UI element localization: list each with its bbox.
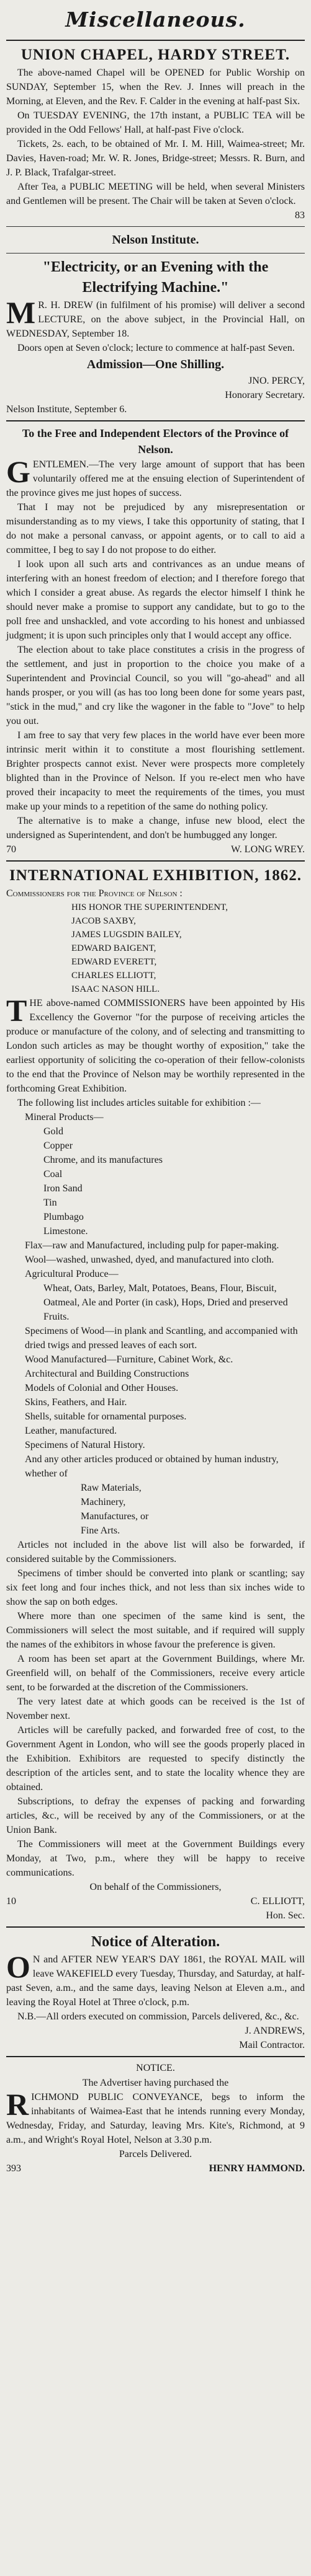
union-chapel-title: UNION CHAPEL, HARDY STREET. bbox=[20, 46, 291, 63]
divider bbox=[6, 860, 305, 862]
richmond-p1: The Advertiser having purchased the bbox=[82, 2078, 229, 2088]
exhibit-item: Skins, Feathers, and Hair. bbox=[25, 1397, 127, 1408]
commissioners-heading: Commissioners for the Province of Nelson : bbox=[6, 888, 183, 899]
exhibit-item: Specimens of Wood—in plank and Scantling, and accompanied with dried twigs and pressed leaves of each sort. bbox=[25, 1326, 298, 1351]
exhibition-ad bbox=[6, 865, 305, 1923]
alteration-sig-name: J. ANDREWS, bbox=[245, 2026, 305, 2036]
exhibition-num: 10 bbox=[6, 1896, 16, 1907]
industry-item: Manufactures, or bbox=[81, 1511, 149, 1522]
richmond-notice bbox=[6, 2061, 305, 2176]
exhibition-p7: The very latest date at which goods can be received is the 1st of November next. bbox=[6, 1696, 305, 1721]
electors-p2: That I may not be prejudiced by any misrepresentation or misunderstanding as to my views, I take this opportunity of stating, that I do not make a personal canvass, or appoint agents, or to call to aid a committee, I beg to say I do not propose to do either. bbox=[6, 502, 305, 555]
divider bbox=[6, 2056, 305, 2057]
sig-title: Honorary Secretary. bbox=[225, 390, 305, 400]
mineral-item: Coal bbox=[43, 1169, 63, 1180]
lecture-headline: "Electricity, or an Evening with the Electrifying Machine." bbox=[42, 259, 269, 296]
exhibition-p3: Articles not included in the above list will also be forwarded, if considered suitable by the Commissioners. bbox=[6, 1540, 305, 1564]
exhibition-p1: HE above-named COMMISSIONERS have been appointed by His Excellency the Governor "for the purpose of receiving articles the produce or manufacture of the colony, and of selecting and transmitting to London such articles as may be thought worthy of exposition," take the earliest opportunity of soliciting the co-operation of their fellow-colonists to the end that the Province of Nelson may be worthily represented in the forthcoming Great Exhibition. bbox=[6, 998, 305, 1094]
union-p3: Tickets, 2s. each, to be obtained of Mr. I. M. Hill, Waimea-street; Mr. Davies, Haven-road; Mr. W. R. Jones, Bridge-street; Messrs. R. Burn, and J. P. Black, Trafalgar-street. bbox=[6, 139, 305, 178]
mineral-item: Plumbago bbox=[43, 1212, 84, 1222]
exhibition-sig-name: C. ELLIOTT, bbox=[250, 1896, 305, 1907]
alteration-p1: N and AFTER NEW YEAR'S DAY 1861, the ROYAL MAIL will leave WAKEFIELD every Tuesday, Thursday, and Saturday, at half-past Seven, a.m., and the same days, leaving Nelson at Eleven a.m., and leaving the Royal Hotel at Three o'clock, p.m. bbox=[6, 1954, 305, 2008]
electors-p6: The alternative is to make a change, infuse new blood, elect the undersigned as Superintendent, and don't be humbugged any longer. bbox=[6, 816, 305, 840]
exhibition-p4: Specimens of timber should be converted into plank or scantling; say six feet long and four inches thick, and not less than six inches wide to show the sap on both edges. bbox=[6, 1568, 305, 1607]
mineral-item: Iron Sand bbox=[43, 1183, 83, 1194]
union-p1: The above-named Chapel will be OPENED for Public Worship on SUNDAY, September 15, when the Rev. J. Innes will preach in the Morning, at Eleven, and the Rev. F. Calder in the evening at half-past Six. bbox=[6, 68, 305, 107]
union-p2: On TUESDAY EVENING, the 17th instant, a PUBLIC TEA will be provided in the Odd Fellows' Hall, at half-past Five o'clock. bbox=[6, 110, 305, 135]
commissioner: CHARLES ELLIOTT, bbox=[71, 971, 156, 981]
lecture-p2: Doors open at Seven o'clock; lecture to commence at half-past Seven. bbox=[17, 343, 295, 353]
institute-date: Nelson Institute, September 6. bbox=[6, 404, 127, 415]
electors-address bbox=[6, 425, 305, 857]
exhibition-p8: Articles will be carefully packed, and forwarded free of cost, to the Government Agent in London, who will see the goods properly placed in the Exhibition. Exhibitors are requested to specify distinctly the description of the articles sent, and to state the locality whence they are obtained. bbox=[6, 1725, 305, 1793]
exhibit-item: Shells, suitable for ornamental purposes. bbox=[25, 1411, 187, 1422]
divider bbox=[6, 40, 305, 41]
industry-item: Raw Materials, bbox=[81, 1483, 142, 1493]
exhibit-item: Specimens of Natural History. bbox=[25, 1440, 145, 1450]
exhibit-item: Wheat, Oats, Barley, Malt, Potatoes, Beans, Flour, Biscuit, Oatmeal, Ale and Porter (in cask), Hops, Dried and preserved Fruits. bbox=[43, 1283, 288, 1322]
nelson-institute-ad bbox=[6, 231, 305, 417]
electors-p3: I look upon all such arts and contrivances as an undue means of interfering with an honest freedom of election; and I therefore forego that which I consider a great abuse. As regards the elector himself I think he should never make a promise to support any candidate, but to go to the poll free and unshackled, and vote according to his honest and unbiassed judgment; it is upon such principles only that I would accept any office. bbox=[6, 559, 305, 641]
drop-cap: M bbox=[6, 295, 36, 330]
alteration-notice bbox=[6, 1931, 305, 2052]
mineral-item: Copper bbox=[43, 1140, 73, 1151]
exhibition-p10: The Commissioners will meet at the Government Buildings every Monday, at Two, p.m., where they will be happy to receive communications. bbox=[6, 1839, 305, 1878]
drop-cap: R bbox=[6, 2087, 29, 2122]
commissioner: EDWARD BAIGENT, bbox=[71, 943, 156, 953]
commissioner: JACOB SAXBY, bbox=[71, 916, 136, 926]
lecture-p1: R. H. DREW (in fulfilment of his promise) will deliver a second LECTURE, on the above subject, in the Provincial Hall, on WEDNESDAY, September 18. bbox=[6, 300, 305, 339]
divider bbox=[6, 1926, 305, 1928]
exhibition-title: INTERNATIONAL EXHIBITION, 1862. bbox=[9, 867, 302, 884]
nelson-institute-title: Nelson Institute. bbox=[112, 233, 199, 247]
electors-title: To the Free and Independent Electors of the Province of Nelson. bbox=[22, 427, 289, 456]
mineral-list bbox=[6, 1124, 305, 1238]
electors-sig: W. LONG WREY. bbox=[231, 844, 305, 855]
richmond-sig: HENRY HAMMOND. bbox=[209, 2163, 305, 2174]
sig-name: JNO. PERCY, bbox=[248, 376, 305, 386]
exhibit-item: Wool—washed, unwashed, dyed, and manufactured into cloth. bbox=[25, 1255, 274, 1265]
drop-cap: T bbox=[6, 993, 27, 1028]
divider bbox=[6, 420, 305, 421]
richmond-p1b: ICHMOND PUBLIC CONVEYANCE, begs to inform the inhabitants of Waimea-East that he intends running every Monday, Wednesday, Friday, and Saturday, leaving Mrs. Kite's, Richmond, at 9 a.m., and Wright's Royal Hotel, Nelson at 3.30 p.m. bbox=[6, 2092, 305, 2145]
mineral-item: Gold bbox=[43, 1126, 63, 1137]
mineral-item: Chrome, and its manufactures bbox=[43, 1155, 163, 1165]
exhibition-p2: The following list includes articles suitable for exhibition :— bbox=[17, 1098, 261, 1108]
commissioner: EDWARD EVERETT, bbox=[71, 957, 157, 967]
drop-cap: O bbox=[6, 1949, 30, 1984]
exhibit-item: Models of Colonial and Other Houses. bbox=[25, 1383, 179, 1393]
alteration-title: Notice of Alteration. bbox=[91, 1934, 220, 1950]
human-industry-list bbox=[6, 1481, 305, 1538]
exhibition-sig-title: Hon. Sec. bbox=[266, 1910, 305, 1921]
industry-item: Fine Arts. bbox=[81, 1525, 120, 1536]
richmond-p2: Parcels Delivered. bbox=[119, 2149, 192, 2159]
masthead: Miscellaneous. bbox=[65, 7, 246, 32]
exhibit-item: Flax—raw and Manufactured, including pulp for paper-making. bbox=[25, 1240, 279, 1251]
union-chapel-ad bbox=[6, 45, 305, 223]
electors-num: 70 bbox=[6, 844, 16, 855]
admission: Admission—One Shilling. bbox=[86, 358, 225, 371]
commissioner-list bbox=[6, 901, 305, 996]
union-num: 83 bbox=[295, 210, 305, 221]
exhibit-list bbox=[6, 1238, 305, 1481]
electors-p4: The election about to take place constitutes a crisis in the progress of the settlement, and just in proportion to the choice you make of a Superintendent and Provincial Council, so you will "go-ahead" and all hands prosper, or you will (as has too long been done for some years past, "stick in the mud," and cry like the wagoner in the fable to "Jove" to help you out. bbox=[6, 645, 305, 726]
mineral-item: Limestone. bbox=[43, 1226, 88, 1237]
divider bbox=[6, 226, 305, 227]
electors-p5: I am free to say that very few places in the world have ever been more intrinsic merit within it to constitute a most flourishing settlement. Brighter prospects cannot exist. Never were prospects more completely blighted than in the Province of Nelson. If you re-elect men who have proved their incapacity to meet the requirements of the times, you must make up your minds to a repetition of the same do nothing policy. bbox=[6, 730, 305, 812]
commissioner: HIS HONOR THE SUPERINTENDENT, bbox=[71, 902, 228, 912]
exhibit-item: And any other articles produced or obtained by human industry, whether of bbox=[25, 1454, 279, 1479]
electors-p1: ENTLEMEN.—The very large amount of support that has been voluntarily offered me at the ensuing election of Superintendent of the province gives me just hopes of success. bbox=[6, 459, 305, 498]
exhibition-p5: Where more than one specimen of the same kind is sent, the Commissioners will select the most suitable, and if required will supply the names of the exhibitors in whose favour the preference is given. bbox=[6, 1611, 305, 1650]
alteration-sig-title: Mail Contractor. bbox=[239, 2040, 305, 2050]
drop-cap: G bbox=[6, 454, 30, 489]
commissioner: ISAAC NASON HILL. bbox=[71, 984, 160, 994]
commissioner: JAMES LUGSDIN BAILEY, bbox=[71, 930, 182, 940]
richmond-title: NOTICE. bbox=[136, 2063, 175, 2073]
exhibit-item: Leather, manufactured. bbox=[25, 1426, 117, 1436]
divider bbox=[6, 253, 305, 254]
alteration-p2: N.B.—All orders executed on commission, Parcels delivered, &c., &c. bbox=[17, 2011, 299, 2022]
exhibit-item: Wood Manufactured—Furniture, Cabinet Work, &c. bbox=[25, 1354, 233, 1365]
exhibition-p9: Subscriptions, to defray the expenses of packing and forwarding articles, &c., will be received by any of the Commissioners, or at the Union Bank. bbox=[6, 1796, 305, 1835]
richmond-num: 393 bbox=[6, 2163, 21, 2174]
exhibition-sig-line: On behalf of the Commissioners, bbox=[89, 1882, 222, 1892]
exhibit-item: Architectural and Building Constructions bbox=[25, 1369, 189, 1379]
mineral-heading: Mineral Products— bbox=[25, 1112, 104, 1123]
exhibition-p6: A room has been set apart at the Government Buildings, where Mr. Greenfield will, on behalf of the Commissioners, receive every article sent, to be forwarded at the discretion of the Commissioners. bbox=[6, 1654, 305, 1693]
union-p4: After Tea, a PUBLIC MEETING will be held, when several Ministers and Gentlemen will be present. The Chair will be taken at Seven o'clock. bbox=[6, 182, 305, 206]
industry-item: Machinery, bbox=[81, 1497, 126, 1507]
exhibit-item: Agricultural Produce— bbox=[25, 1269, 119, 1279]
mineral-item: Tin bbox=[43, 1198, 57, 1208]
